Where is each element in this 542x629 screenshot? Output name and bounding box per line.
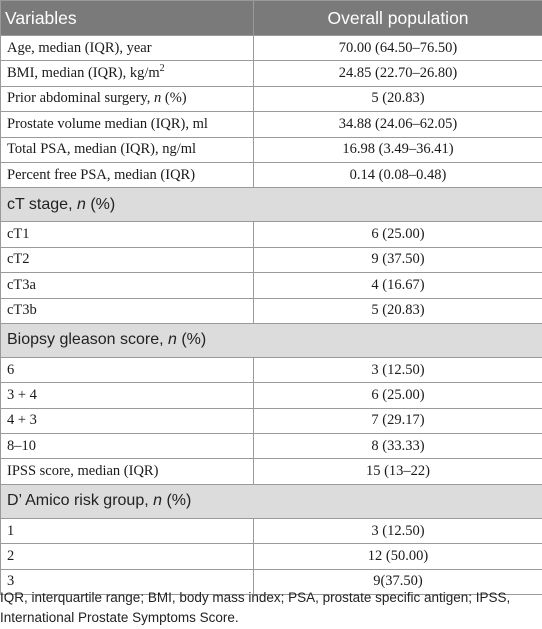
row-value-ipss: 15 (13–22): [254, 459, 542, 484]
header-variables: Variables: [1, 1, 254, 36]
row-label-age: Age, median (IQR), year: [1, 36, 254, 61]
row-label: cT2: [1, 247, 254, 272]
row-label: 2: [1, 544, 254, 569]
row-label-prior-surgery: Prior abdominal surgery, n (%): [1, 86, 254, 111]
section-heading: D’ Amico risk group, n (%): [1, 484, 542, 518]
table-row: [1, 273, 542, 298]
section-gleason-score: [1, 323, 542, 357]
table-row: [1, 162, 542, 187]
row-value: 3 (12.50): [254, 518, 542, 543]
header-overall-population: Overall population: [254, 1, 542, 36]
header-row: [1, 1, 542, 36]
table-row: [1, 86, 542, 111]
table-row: [1, 222, 542, 247]
row-value-free-psa: 0.14 (0.08–0.48): [254, 162, 542, 187]
row-value: 9(37.50): [254, 569, 542, 594]
section-heading: Biopsy gleason score, n (%): [1, 323, 542, 357]
table-row: [1, 408, 542, 433]
row-value-prostate-volume: 34.88 (24.06–62.05): [254, 112, 542, 137]
table-row: [1, 137, 542, 162]
table-footnote: IQR, interquartile range; BMI, body mass index; PSA, prostate specific antigen; IPSS, International Prostate Symptoms Score.: [0, 590, 511, 625]
table-row: [1, 61, 542, 86]
row-label: 4 + 3: [1, 408, 254, 433]
table-row: [1, 459, 542, 484]
row-value-total-psa: 16.98 (3.49–36.41): [254, 137, 542, 162]
row-value: 3 (12.50): [254, 357, 542, 382]
row-value: 7 (29.17): [254, 408, 542, 433]
row-value: 5 (20.83): [254, 298, 542, 323]
row-label-bmi: BMI, median (IQR), $kg/m^2$: [1, 61, 254, 86]
row-value: 4 (16.67): [254, 273, 542, 298]
row-label: cT1: [1, 222, 254, 247]
row-label: 8–10: [1, 434, 254, 459]
row-label: 1: [1, 518, 254, 543]
table-row: [1, 544, 542, 569]
section-damico-risk-group: [1, 484, 542, 518]
table-row: [1, 247, 542, 272]
table-row: [1, 36, 542, 61]
row-label-free-psa: Percent free PSA, median (IQR): [1, 162, 254, 187]
table-row: [1, 518, 542, 543]
row-label: cT3b: [1, 298, 254, 323]
row-label: 6: [1, 357, 254, 382]
row-value: 6 (25.00): [254, 383, 542, 408]
row-label: 3: [1, 569, 254, 594]
section-ct-stage: [1, 188, 542, 222]
table-row: [1, 434, 542, 459]
table-row: [1, 357, 542, 382]
row-label-total-psa: Total PSA, median (IQR), ng/ml: [1, 137, 254, 162]
row-value-age: 70.00 (64.50–76.50): [254, 36, 542, 61]
row-label-ipss: IPSS score, median (IQR): [1, 459, 254, 484]
row-label: 3 + 4: [1, 383, 254, 408]
table-row: [1, 383, 542, 408]
row-label-prostate-volume: Prostate volume median (IQR), ml: [1, 112, 254, 137]
row-value-prior-surgery: 5 (20.83): [254, 86, 542, 111]
table-row: [1, 298, 542, 323]
table-row: [1, 112, 542, 137]
row-value-bmi: 24.85 (22.70–26.80): [254, 61, 542, 86]
section-heading: cT stage, n (%): [1, 188, 542, 222]
row-value: 9 (37.50): [254, 247, 542, 272]
row-value: 8 (33.33): [254, 434, 542, 459]
row-value: 12 (50.00): [254, 544, 542, 569]
row-label: cT3a: [1, 273, 254, 298]
row-value: 6 (25.00): [254, 222, 542, 247]
